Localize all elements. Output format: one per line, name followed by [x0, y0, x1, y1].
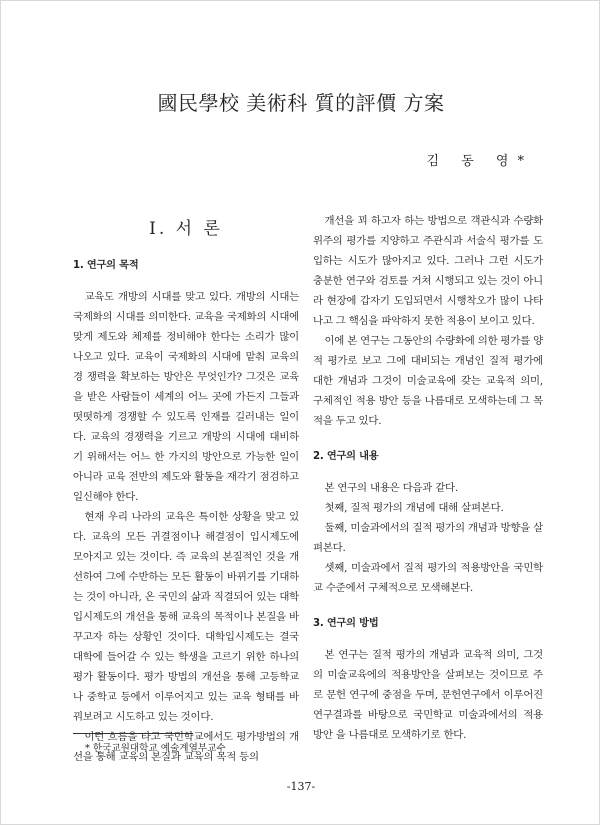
page-number: -137- — [286, 780, 316, 793]
subheading-research-method: 3. 연구의 방법 — [313, 618, 379, 629]
paragraph: 이런 흐름을 타고 국민학교에서도 평가방법의 개선을 통해 교육의 본질과 교육의 목적 등의 — [73, 731, 299, 763]
paper-title: 國民學校 美術科 質的評價 方案 — [157, 91, 445, 115]
paragraph: 이에 본 연구는 그동안의 수량화에 의한 평가를 양적 평가로 보고 그에 대비되는 개념인 질적 평가에 대한 개념과 그것이 미술교육에 갖는 교육적 의미, 구체적인 적용 방안 등을 나름대로 모색하는데 그 목적을 두고 있다. — [313, 335, 543, 427]
list-item: 둘째, 미술과에서의 질적 평가의 개념과 방향을 살펴본다. — [313, 522, 543, 554]
section-heading-introduction: Ⅰ. 서 론 — [149, 219, 223, 239]
footnote-divider — [73, 733, 193, 734]
subheading-research-content: 2. 연구의 내용 — [313, 451, 379, 462]
author-name: 김 동 영* — [426, 154, 533, 169]
paragraph: 개선을 꾀 하고자 하는 방법으로 객관식과 수량화 위주의 평가를 지양하고 주관식과 서술식 평가를 도입하는 시도가 많아지고 있다. 그러나 그런 시도가 충분한 연구와 검토를 거쳐 시행되고 있는 것이 아니라 현장에 갑자기 도입되면서 시행착오가 많이 나타나고 그 핵심을 파악하지 못한 적용이 보이고 있다. — [313, 215, 543, 327]
left-column — [73, 214, 299, 767]
right-column — [313, 211, 543, 745]
paragraph: 본 연구의 내용은 다음과 같다. — [324, 482, 458, 494]
list-item: 셋째, 미술과에서 질적 평가의 적용방안을 국민학교 수준에서 구체적으로 모색해본다. — [313, 562, 543, 594]
list-item: 첫째, 질적 평가의 개념에 대해 살펴본다. — [324, 502, 504, 514]
footnote: * 한국교원대학교 예술계열부교수 — [85, 743, 226, 754]
paragraph: 현재 우리 나라의 교육은 특이한 상황을 맞고 있다. 교육의 모든 귀결점이나 해결점이 입시제도에 모아지고 있는 것이다. 즉 교육의 본질적인 것을 개선하여 그에 수반하는 모든 활동이 바뀌기를 기대하는 것이 아니라, 온 국민의 삶과 직결되어 있는 대학입시제도의 개선을 통해 교육의 목적이나 본질을 바꾸고자 하는 상황인 것이다. 대학입시제도는 결국 대학에 들어갈 수 있는 학생을 고르기 위한 하나의 평가 활동이다. 평가 방법의 개선을 통해 고등학교나 중학교 등에서 이루어지고 있는 교육 형태를 바꿔보려고 시도하고 있는 것이다. — [73, 511, 299, 723]
paragraph: 본 연구는 질적 평가의 개념과 교육적 의미, 그것의 미술교육에의 적용방안을 살펴보는 것이므로 주로 문헌 연구에 중점을 두며, 문헌연구에서 이루어진 연구결과를 바탕으로 국민학교 미술과에서의 적용 방안 을 나름대로 모색하기로 한다. — [313, 649, 543, 741]
paragraph: 교육도 개방의 시대를 맞고 있다. 개방의 시대는 국제화의 시대를 의미한다. 교육을 국제화의 시대에 맞게 제도와 체제를 정비해야 한다는 소리가 많이 나오고 있다. 교육이 국제화의 시대에 맡춰 교육의 경 쟁력을 확보하는 방안은 무엇인가? 그것은 교육을 받은 사람들이 세계의 어느 곳에 가든지 그들과 떳떳하게 경쟁할 수 있도록 인재를 길러내는 일이다. 교육의 경쟁력을 기르고 개방의 시대에 대비하기 위해서는 어느 한 가지의 방안으로 가능한 일이 아니라 교육 전반의 제도와 활동을 재각기 점검하고 일신해야 한다. — [73, 291, 299, 503]
subheading-research-purpose: 1. 연구의 목적 — [73, 260, 139, 271]
